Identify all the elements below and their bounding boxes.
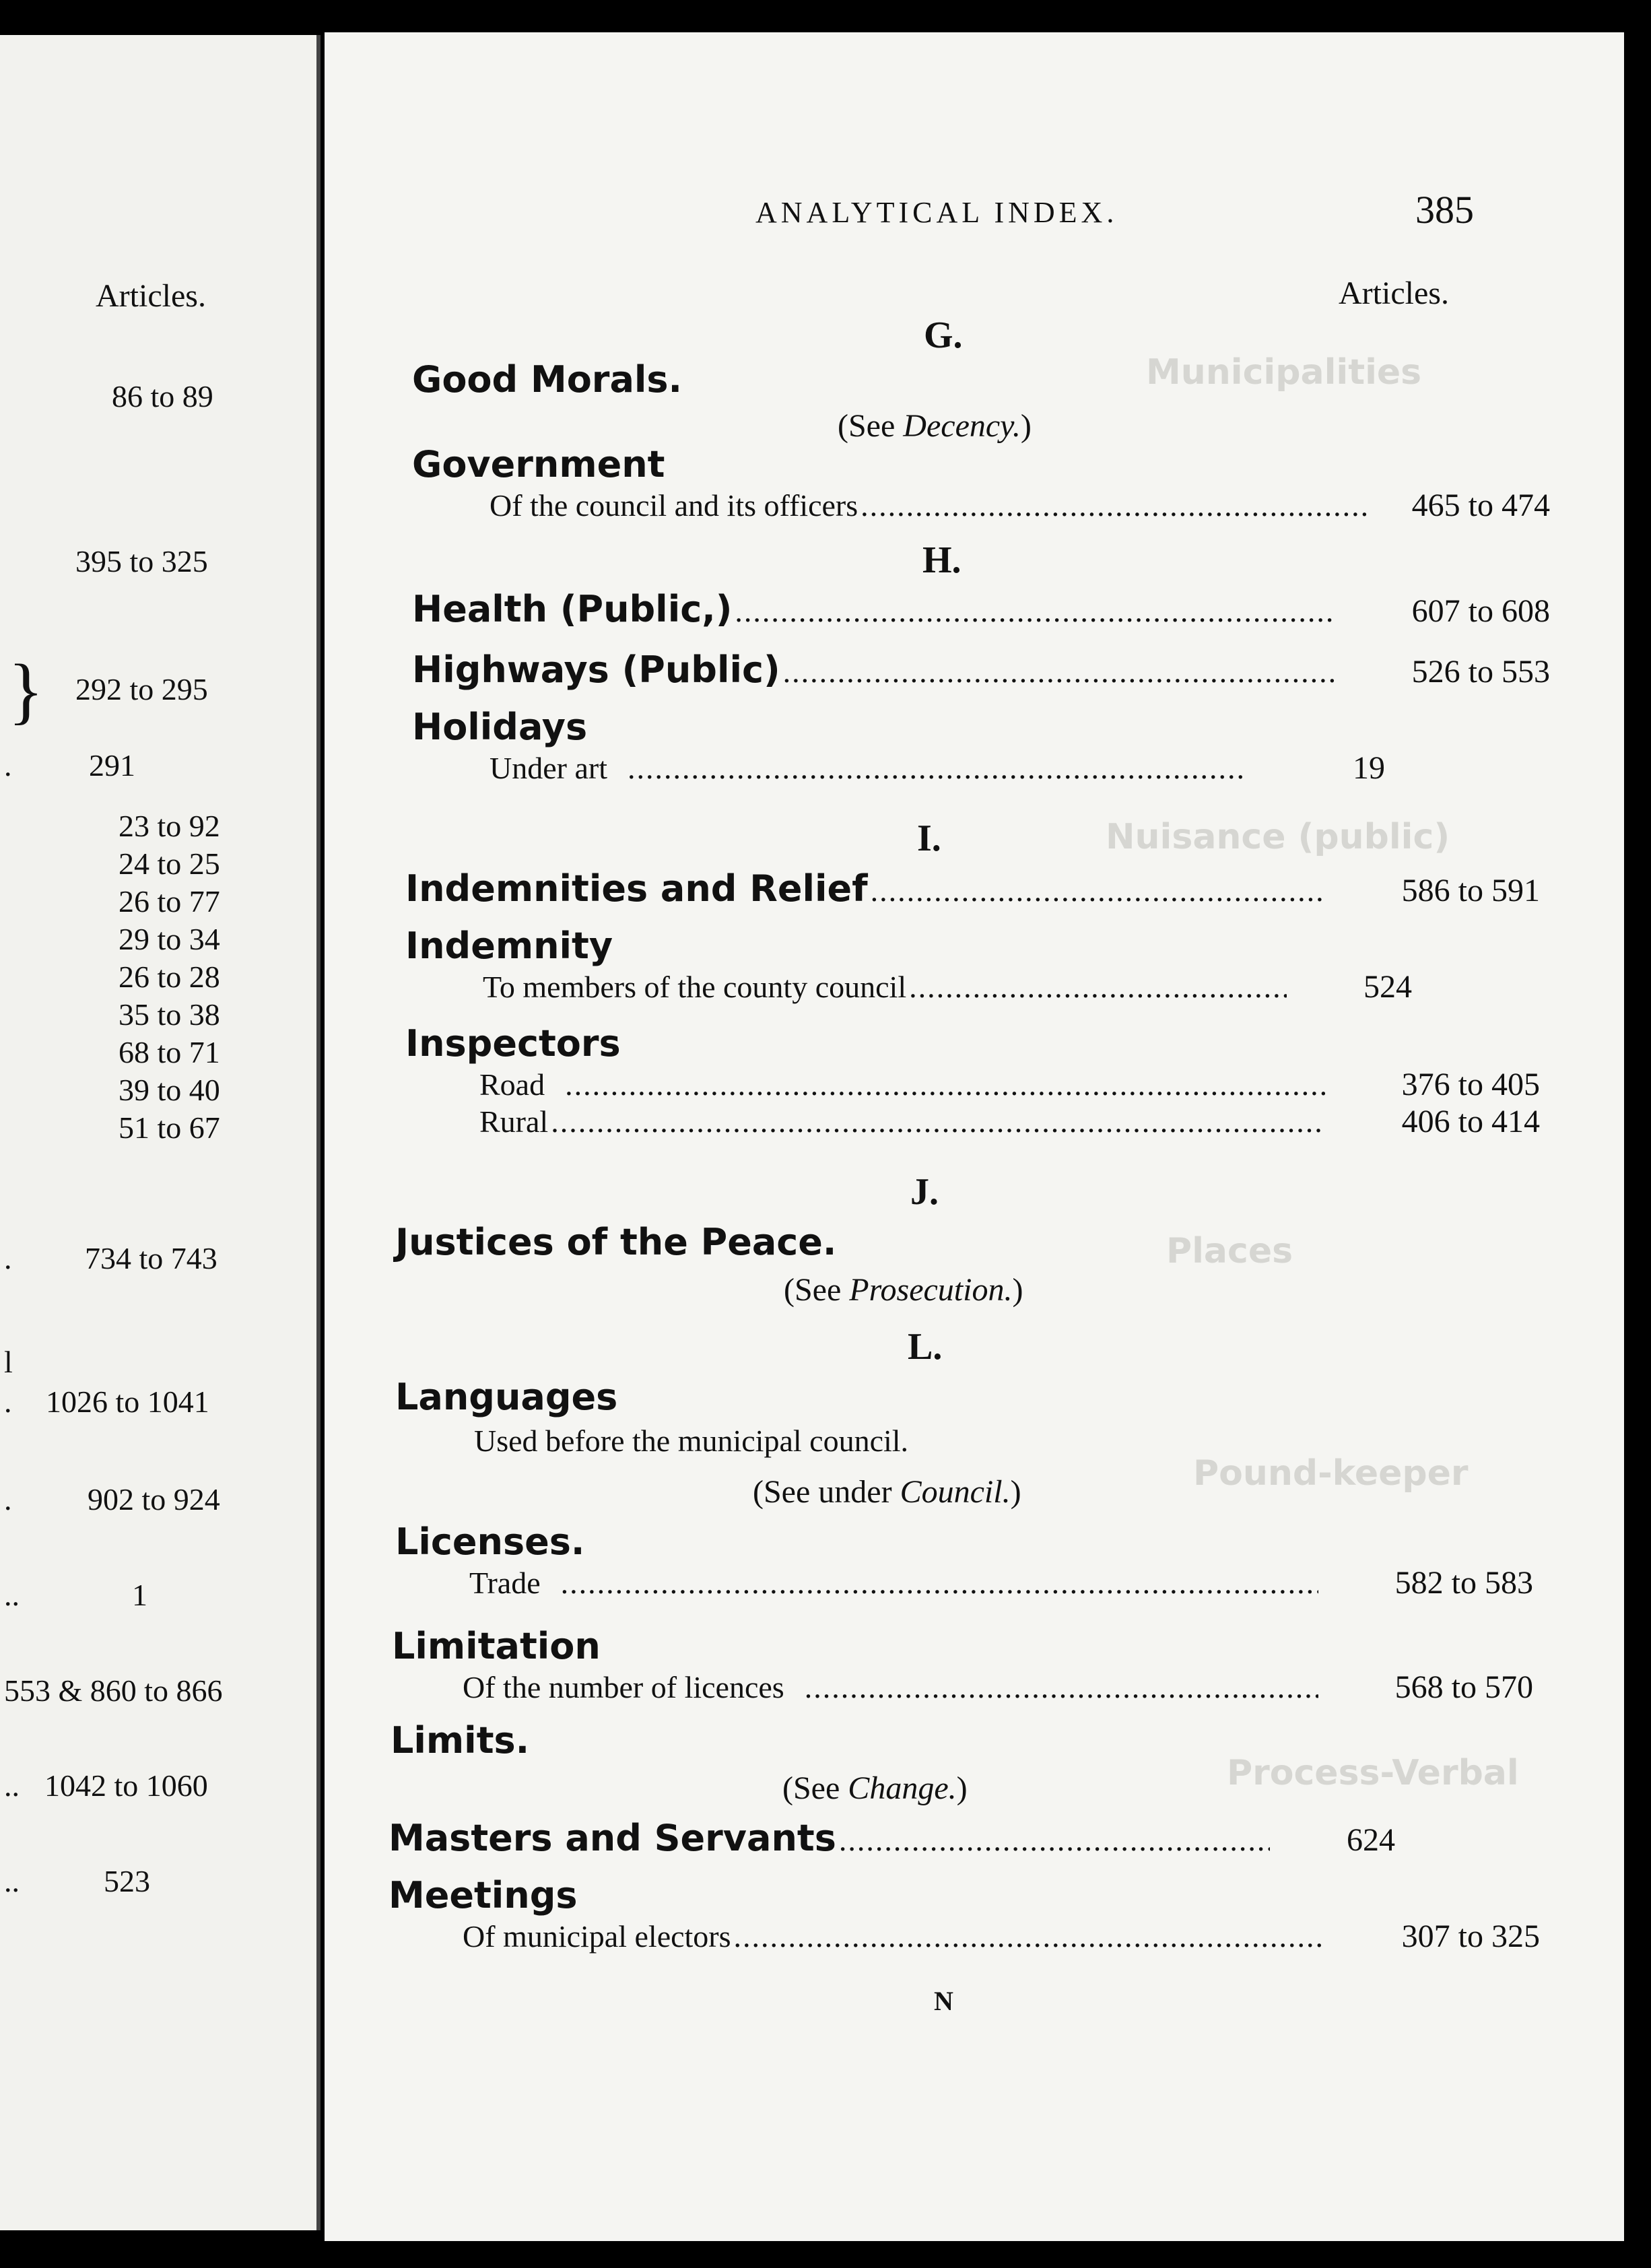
index-row xyxy=(479,1066,1540,1103)
leader-dots xyxy=(871,873,1325,908)
signature-mark: N xyxy=(934,1986,953,2016)
left-ref: 734 to 743 xyxy=(85,1241,217,1275)
entry-heading: Good Morals. xyxy=(412,358,683,401)
index-row xyxy=(405,867,1540,910)
subentry: Used before the municipal council. xyxy=(474,1424,909,1458)
leader-dot: .. xyxy=(4,1864,20,1898)
entry-heading: Government xyxy=(412,443,665,486)
left-ref: 86 to 89 xyxy=(112,379,213,413)
entry-heading: Indemnities and Relief xyxy=(405,867,868,910)
article-ref: 568 to 570 xyxy=(1394,1669,1533,1705)
index-row xyxy=(463,1918,1540,1955)
see-target: Prosecution. xyxy=(849,1272,1013,1308)
article-ref: 624 xyxy=(1347,1822,1395,1858)
leader-dots xyxy=(561,1565,1318,1601)
index-row xyxy=(412,648,1550,691)
left-ref: 395 to 325 xyxy=(75,544,208,578)
index-row xyxy=(469,1564,1533,1601)
left-ref: 68 to 71 xyxy=(119,1035,220,1069)
entry-heading: Justices of the Peace. xyxy=(395,1221,837,1263)
subentry: Of municipal electors xyxy=(463,1919,731,1954)
show-through-text: Municipalities xyxy=(1146,352,1422,393)
left-ref: 902 to 924 xyxy=(88,1482,220,1516)
leader-dot: .. xyxy=(4,1578,20,1612)
see-suffix: ) xyxy=(956,1770,968,1806)
show-through-text: Nuisance (public) xyxy=(1106,817,1450,857)
entry-heading: Limitation xyxy=(392,1625,601,1667)
entry-heading: Meetings xyxy=(389,1874,578,1916)
article-ref: 524 xyxy=(1363,969,1412,1005)
entry-heading: Holidays xyxy=(412,706,588,748)
left-ref: 1 xyxy=(132,1578,147,1612)
leader-dots xyxy=(783,654,1335,690)
section-letter-g: G. xyxy=(924,314,963,356)
page-number: 385 xyxy=(1415,188,1474,232)
left-ref: 24 to 25 xyxy=(119,846,220,881)
subentry: Of the council and its officers xyxy=(490,488,858,523)
right-page xyxy=(325,32,1624,2241)
left-ref: 553 & 860 to 866 xyxy=(4,1673,223,1708)
show-through-text: Places xyxy=(1166,1231,1293,1271)
section-letter-j: J. xyxy=(910,1171,939,1213)
cross-reference xyxy=(784,1271,1023,1308)
left-ref: 23 to 92 xyxy=(119,809,220,843)
show-through-text: Process-Verbal xyxy=(1227,1753,1519,1793)
show-through-text: Pound-keeper xyxy=(1193,1453,1469,1494)
article-ref: 607 to 608 xyxy=(1411,593,1550,629)
leader-dot: . xyxy=(4,1385,12,1419)
cross-reference xyxy=(782,1770,968,1807)
entry-heading: Masters and Servants xyxy=(389,1817,836,1859)
left-ref: 1042 to 1060 xyxy=(44,1768,208,1803)
article-ref: 406 to 414 xyxy=(1401,1104,1540,1139)
leader-dots xyxy=(734,1919,1325,1954)
stray-letter: l xyxy=(4,1345,13,1379)
left-ref: 35 to 38 xyxy=(119,997,220,1032)
entry-heading: Inspectors xyxy=(405,1022,621,1065)
index-row xyxy=(490,749,1385,787)
section-letter-l: L. xyxy=(908,1326,943,1368)
subentry: Road xyxy=(479,1067,545,1102)
index-row xyxy=(463,1669,1533,1706)
see-target: Council. xyxy=(900,1474,1011,1510)
subentry: Trade xyxy=(469,1566,541,1600)
index-row xyxy=(412,588,1550,630)
entry-heading: Indemnity xyxy=(405,925,613,967)
article-ref: 19 xyxy=(1353,750,1385,786)
see-target: Decency. xyxy=(903,408,1021,444)
leader-dot: . xyxy=(4,1482,12,1516)
see-prefix: (See xyxy=(838,408,904,444)
leader-dots xyxy=(628,750,1242,786)
subentry: Rural xyxy=(479,1104,549,1139)
see-prefix: (See under xyxy=(753,1474,900,1510)
see-target: Change. xyxy=(848,1770,957,1806)
entry-heading: Limits. xyxy=(391,1719,530,1762)
left-ref: 26 to 28 xyxy=(119,960,220,994)
leader-dot: .. xyxy=(4,1768,20,1803)
article-ref: 586 to 591 xyxy=(1401,873,1540,908)
article-ref: 526 to 553 xyxy=(1411,654,1550,690)
left-column-heading: Articles. xyxy=(96,278,206,314)
left-ref: 29 to 34 xyxy=(119,922,220,956)
entry-heading: Highways (Public) xyxy=(412,648,780,691)
left-ref: 1026 to 1041 xyxy=(46,1385,209,1419)
cross-reference xyxy=(753,1473,1021,1510)
leader-dots xyxy=(805,1669,1318,1705)
leader-dots xyxy=(565,1067,1325,1102)
entry-heading: Languages xyxy=(395,1376,618,1418)
article-ref: 465 to 474 xyxy=(1411,488,1550,523)
article-ref: 376 to 405 xyxy=(1401,1067,1540,1102)
left-ref: 523 xyxy=(104,1864,150,1898)
subentry: Under art xyxy=(490,751,607,785)
brace-mark: } xyxy=(8,649,44,731)
left-ref: 26 to 77 xyxy=(119,884,220,919)
leader-dots xyxy=(909,969,1287,1005)
see-suffix: ) xyxy=(1020,408,1032,444)
section-letter-i: I. xyxy=(917,818,941,859)
section-letter-h: H. xyxy=(922,539,962,581)
leader-dot: . xyxy=(4,1241,12,1275)
see-prefix: (See xyxy=(784,1272,850,1308)
index-row xyxy=(389,1817,1395,1859)
left-ref: 292 to 295 xyxy=(75,672,208,706)
left-ref: 291 xyxy=(89,748,135,782)
leader-dots xyxy=(735,593,1335,629)
leader-dots xyxy=(839,1822,1270,1858)
see-prefix: (See xyxy=(782,1770,848,1806)
index-row xyxy=(483,968,1412,1005)
running-head: ANALYTICAL INDEX. xyxy=(755,196,1118,229)
left-ref: 39 to 40 xyxy=(119,1073,220,1107)
see-suffix: ) xyxy=(1010,1474,1021,1510)
left-ref: 51 to 67 xyxy=(119,1110,220,1145)
index-row xyxy=(479,1103,1540,1140)
left-page xyxy=(0,35,321,2230)
entry-heading: Health (Public,) xyxy=(412,588,733,630)
subentry: To members of the county council xyxy=(483,970,907,1004)
see-suffix: ) xyxy=(1012,1272,1023,1308)
leader-dot: . xyxy=(4,748,12,782)
leader-dots xyxy=(861,488,1369,523)
subentry: Of the number of licences xyxy=(463,1670,784,1704)
cross-reference xyxy=(838,407,1032,444)
article-ref: 582 to 583 xyxy=(1394,1565,1533,1601)
leader-dots xyxy=(551,1104,1324,1139)
column-heading: Articles. xyxy=(1339,275,1449,311)
index-row xyxy=(490,487,1550,524)
article-ref: 307 to 325 xyxy=(1401,1919,1540,1954)
entry-heading: Licenses. xyxy=(395,1521,585,1563)
